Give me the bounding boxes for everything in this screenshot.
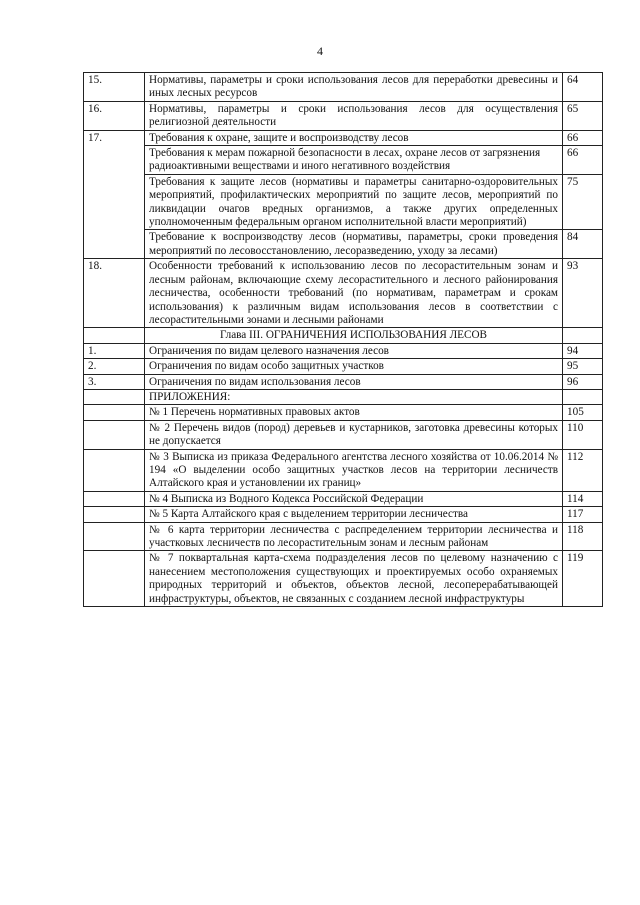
row-number: 16.	[84, 101, 145, 130]
row-number	[84, 405, 145, 420]
row-number: 18.	[84, 259, 145, 328]
row-title: № 2 Перечень видов (пород) деревьев и кустарников, заготовка древесины которых не допускается	[145, 420, 563, 449]
row-page	[563, 328, 603, 343]
row-number	[84, 389, 145, 404]
table-row	[84, 551, 603, 607]
row-page: 105	[563, 405, 603, 420]
row-page: 95	[563, 359, 603, 374]
table-row	[84, 420, 603, 449]
row-number	[84, 420, 145, 449]
table-row	[84, 174, 603, 230]
table-row	[84, 230, 603, 259]
row-page: 84	[563, 230, 603, 259]
table-row	[84, 491, 603, 506]
table-row	[84, 259, 603, 328]
row-page: 93	[563, 259, 603, 328]
table-row	[84, 374, 603, 389]
row-number: 15.	[84, 73, 145, 102]
table-row	[84, 449, 603, 491]
table-row	[84, 73, 603, 102]
row-number: 3.	[84, 374, 145, 389]
row-page: 65	[563, 101, 603, 130]
row-title: № 4 Выписка из Водного Кодекса Российской Федерации	[145, 491, 563, 506]
row-page	[563, 389, 603, 404]
row-number: 17.	[84, 130, 145, 259]
row-title: Требования к охране, защите и воспроизводству лесов	[145, 130, 563, 145]
row-number	[84, 328, 145, 343]
table-row	[84, 328, 603, 343]
row-title: № 5 Карта Алтайского края с выделением территории лесничества	[145, 507, 563, 522]
row-title: Нормативы, параметры и сроки использования лесов для осуществления религиозной деятельности	[145, 101, 563, 130]
row-title: № 7 поквартальная карта-схема подразделения лесов по целевому назначению с нанесением местоположения существующих и проектируемых особо охраняемых природных территорий и объектов, объектов лесной, лесоперерабатывающей инфраструктуры, объектов, не связанных с созданием лесной инфраструктуры	[145, 551, 563, 607]
appendix-heading: ПРИЛОЖЕНИЯ:	[145, 389, 563, 404]
row-page: 94	[563, 343, 603, 358]
table-of-contents	[83, 72, 603, 607]
row-page: 75	[563, 174, 603, 230]
row-number	[84, 507, 145, 522]
row-page: 66	[563, 146, 603, 175]
row-page: 66	[563, 130, 603, 145]
row-number: 2.	[84, 359, 145, 374]
row-title: № 6 карта территории лесничества с распределением территории лесничества и участковых лесничеств по лесорастительным зонам и лесным районам	[145, 522, 563, 551]
row-page: 119	[563, 551, 603, 607]
table-row	[84, 359, 603, 374]
row-title: № 3 Выписка из приказа Федерального агентства лесного хозяйства от 10.06.2014 № 194 «О выделении особо защитных участков лесов на территории лесничеств Алтайского края и установлении их границ»	[145, 449, 563, 491]
table-row	[84, 130, 603, 145]
table-row	[84, 405, 603, 420]
row-page: 112	[563, 449, 603, 491]
table-row	[84, 146, 603, 175]
table-row	[84, 389, 603, 404]
table-row	[84, 343, 603, 358]
row-page: 114	[563, 491, 603, 506]
row-title: Ограничения по видам целевого назначения лесов	[145, 343, 563, 358]
row-title: Нормативы, параметры и сроки использования лесов для переработки древесины и иных лесных ресурсов	[145, 73, 563, 102]
page-number: 4	[317, 44, 323, 58]
row-title: Ограничения по видам использования лесов	[145, 374, 563, 389]
row-number	[84, 522, 145, 551]
row-number	[84, 491, 145, 506]
section-heading: Глава III. ОГРАНИЧЕНИЯ ИСПОЛЬЗОВАНИЯ ЛЕСОВ	[145, 328, 563, 343]
row-page: 96	[563, 374, 603, 389]
row-number: 1.	[84, 343, 145, 358]
row-title: Требования к защите лесов (нормативы и параметры санитарно-оздоровительных мероприятий, профилактических мероприятий по защите лесов, мероприятий по ликвидации очагов вредных организмов, а также других определенных уполномоченным федеральным органом исполнительной власти мероприятий)	[145, 174, 563, 230]
table-row	[84, 522, 603, 551]
table-row	[84, 507, 603, 522]
table-row	[84, 101, 603, 130]
row-title: Требования к мерам пожарной безопасности в лесах, охране лесов от загрязнения радиоактивными веществами и иного негативного воздействия	[145, 146, 563, 175]
row-page: 117	[563, 507, 603, 522]
row-title: Особенности требований к использованию лесов по лесорастительным зонам и лесным районам, включающие схему лесорастительного и лесного районирования лесничества, особенности требований (по нормативам, параметрам и срокам использования) к различным видам использования лесов в соответствии с лесорастительными зонами и лесными районами	[145, 259, 563, 328]
row-page: 118	[563, 522, 603, 551]
row-number	[84, 449, 145, 491]
row-title: Требование к воспроизводству лесов (нормативы, параметры, сроки проведения мероприятий по лесовосстановлению, лесоразведению, уходу за лесами)	[145, 230, 563, 259]
row-number	[84, 551, 145, 607]
row-title: Ограничения по видам особо защитных участков	[145, 359, 563, 374]
row-page: 110	[563, 420, 603, 449]
row-title: № 1 Перечень нормативных правовых актов	[145, 405, 563, 420]
row-page: 64	[563, 73, 603, 102]
